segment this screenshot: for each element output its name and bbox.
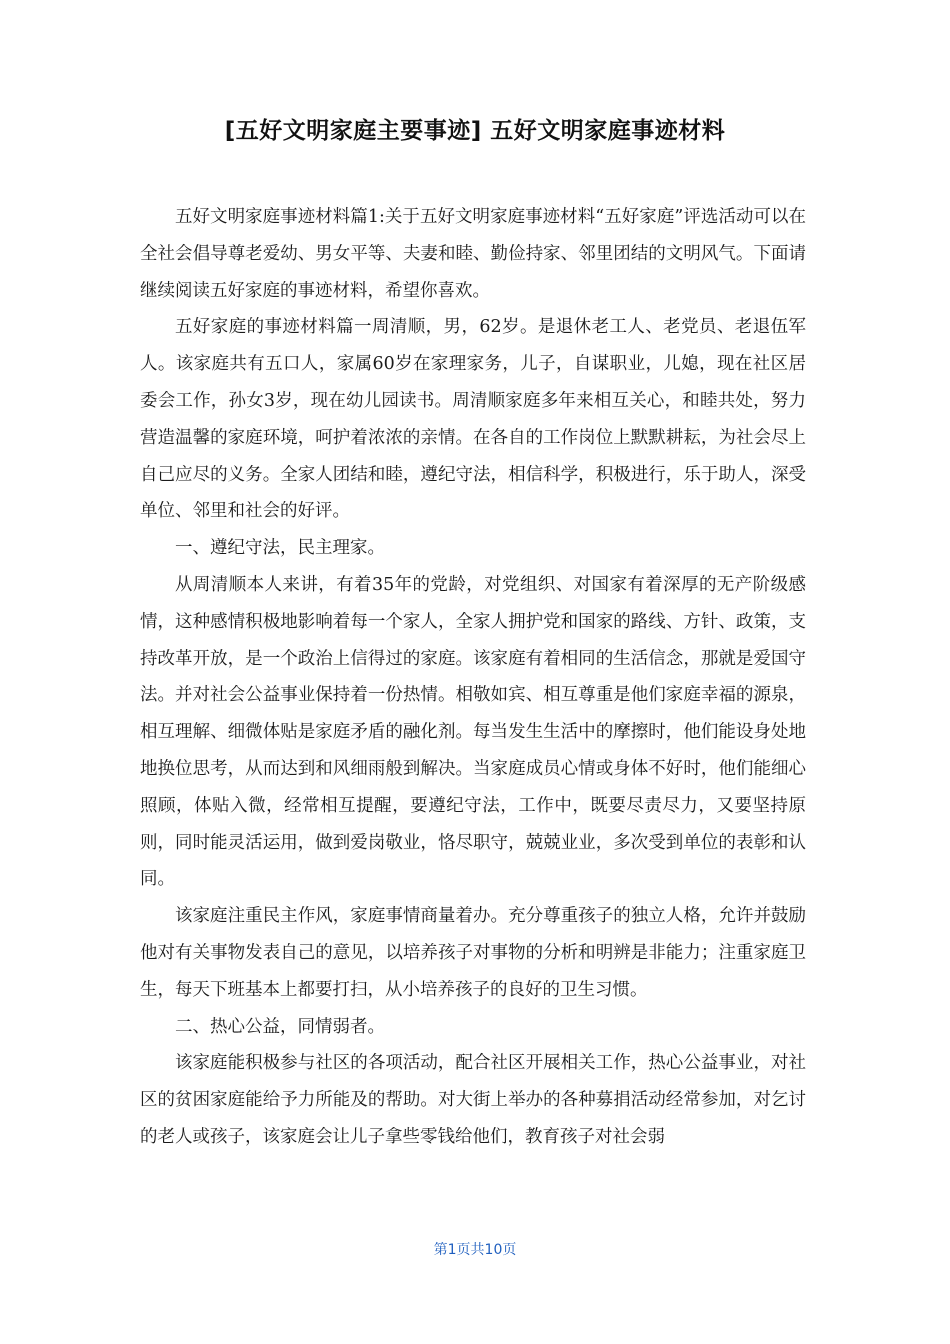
- paragraph-intro: 五好文明家庭事迹材料篇1:关于五好文明家庭事迹材料“五好家庭”评选活动可以在全社会倡导尊老爱幼、男女平等、夫妻和睦、勤俭持家、邻里团结的文明风气。下面请继续阅读五好家庭的事迹材料，希望你喜欢。: [140, 207, 806, 301]
- paragraph-public-welfare: 该家庭能积极参与社区的各项活动，配合社区开展相关工作，热心公益事业，对社区的贫困家庭能给予力所能及的帮助。对大街上举办的各种募捐活动经常参加，对乞讨的老人或孩子，该家庭会让儿子拿些零钱给他们，教育孩子对社会弱: [140, 1053, 806, 1147]
- paragraph-democratic-style: 该家庭注重民主作风，家庭事情商量着办。充分尊重孩子的独立人格，允许并鼓励他对有关事物发表自己的意见，以培养孩子对事物的分析和明辨是非能力；注重家庭卫生，每天下班基本上都要打扫，从小培养孩子的良好的卫生习惯。: [140, 906, 806, 1000]
- paragraph-family-profile: 五好家庭的事迹材料篇一周清顺，男，62岁。是退休老工人、老党员、老退伍军人。该家庭共有五口人，家属60岁在家理家务，儿子，自谋职业，儿媳，现在社区居委会工作，孙女3岁，现在幼儿园读书。周清顺家庭多年来相互关心，和睦共处，努力营造温馨的家庭环境，呵护着浓浓的亲情。在各自的工作岗位上默默耕耘，为社会尽上自己应尽的义务。全家人团结和睦，遵纪守法，相信科学，积极进行，乐于助人，深受单位、邻里和社会的好评。: [140, 317, 806, 522]
- paragraph-law-abiding: 从周清顺本人来讲，有着35年的党龄，对党组织、对国家有着深厚的无产阶级感情，这种感情积极地影响着每一个家人，全家人拥护党和国家的路线、方针、政策，支持改革开放，是一个政治上信得过的家庭。该家庭有着相同的生活信念，那就是爱国守法。并对社会公益事业保持着一份热情。相敬如宾、相互尊重是他们家庭幸福的源泉，相互理解、细微体贴是家庭矛盾的融化剂。每当发生生活中的摩擦时，他们能设身处地地换位思考，从而达到和风细雨般到解决。当家庭成员心情或身体不好时，他们能细心照顾，体贴入微，经常相互提醒，要遵纪守法，工作中，既要尽责尽力，又要坚持原则，同时能灵活运用，做到爱岗敬业，恪尽职守，兢兢业业，多次受到单位的表彰和认同。: [140, 574, 806, 890]
- document-body: [140, 199, 806, 1156]
- page-number-footer: 第1页共10页: [433, 1242, 517, 1258]
- section-heading-1: 一、遵纪守法，民主理家。: [175, 538, 385, 559]
- section-heading-2: 二、热心公益，同情弱者。: [175, 1016, 385, 1037]
- document-title: [五好文明家庭主要事迹] 五好文明家庭事迹材料: [224, 118, 726, 144]
